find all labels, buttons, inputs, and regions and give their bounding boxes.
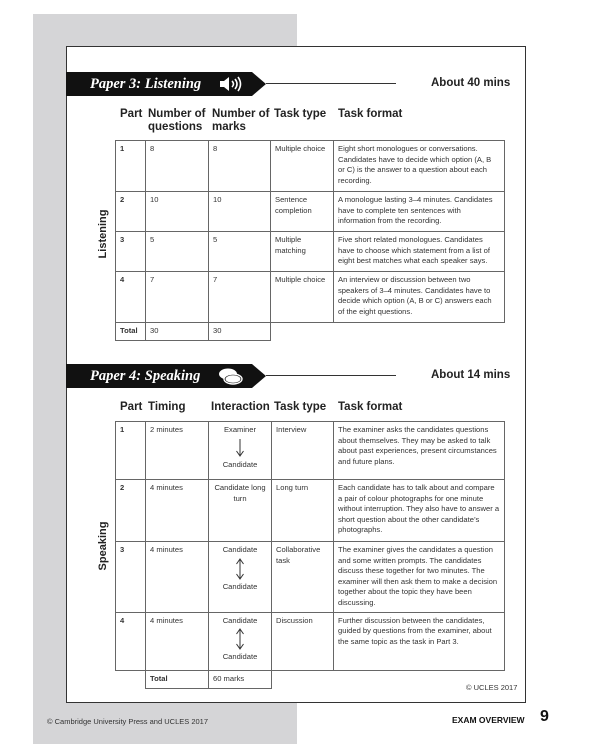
task-format-cell: Further discussion between the candidates, guided by questions from the examiner, about the same topic as the task in Part 3. xyxy=(334,612,505,670)
part-cell: 1 xyxy=(116,422,146,480)
listening-title-text: Paper 3: Listening xyxy=(90,76,202,92)
table-row xyxy=(116,542,505,613)
task-type-cell: Sentence completion xyxy=(271,192,334,232)
speaking-table xyxy=(115,421,505,689)
interaction-cell xyxy=(209,542,272,613)
part-cell: 4 xyxy=(116,612,146,670)
speaking-header-task-format: Task format xyxy=(338,401,403,413)
table-row xyxy=(116,192,505,232)
task-format-cell: The examiner gives the candidates a question and some written prompts. The candidates discuss these together for two minutes. The examiner will then ask them to make a decision together about the topic they have been discussing. xyxy=(334,542,505,613)
part-cell: 2 xyxy=(116,480,146,542)
interaction-cell: Candidate long turn xyxy=(209,480,272,542)
listening-header-task-format: Task format xyxy=(338,108,403,120)
speaking-side-label: Speaking xyxy=(97,521,109,571)
listening-table xyxy=(115,140,505,341)
table-row xyxy=(116,422,505,480)
footer-copyright: © Cambridge University Press and UCLES 2017 xyxy=(47,717,209,726)
total-label: Total xyxy=(146,670,209,688)
part-cell: 4 xyxy=(116,272,146,323)
task-type-cell: Multiple matching xyxy=(271,232,334,272)
total-label: Total xyxy=(116,323,146,341)
task-type-cell: Discussion xyxy=(272,612,334,670)
speaking-banner-rule xyxy=(266,375,396,376)
speaking-header-timing: Timing xyxy=(148,401,186,413)
total-marks: 30 xyxy=(209,323,271,341)
task-format-cell: An interview or discussion between two speakers of 3–4 minutes. Candidates have to decide which option (A, B or C) answers each of the eight questions. xyxy=(334,272,505,323)
inner-copyright: © UCLES 2017 xyxy=(466,683,518,692)
task-format-cell: A monologue lasting 3–4 minutes. Candidates have to complete ten sentences with information from the recording. xyxy=(334,192,505,232)
interaction-cell xyxy=(209,612,272,670)
marks-cell: 10 xyxy=(209,192,271,232)
arrow-up-down-icon xyxy=(235,628,245,650)
page-number: 9 xyxy=(540,708,549,725)
timing-cell: 4 minutes xyxy=(146,480,209,542)
task-type-cell: Collaborative task xyxy=(272,542,334,613)
interaction-top: Candidate xyxy=(222,545,258,554)
questions-cell: 5 xyxy=(146,232,209,272)
interaction-top: Candidate xyxy=(222,615,258,625)
arrow-down-icon xyxy=(235,438,245,458)
speaking-duration: About 14 mins xyxy=(431,369,511,381)
interaction-bottom: Candidate xyxy=(222,459,258,469)
listening-banner-tip xyxy=(252,72,266,96)
speaking-header-interaction: Interaction xyxy=(211,401,270,413)
marks-cell: 5 xyxy=(209,232,271,272)
interaction-bottom: Candidate xyxy=(222,652,258,662)
table-total-row xyxy=(116,323,505,341)
interaction-cell xyxy=(209,422,272,480)
arrow-up-down-icon xyxy=(235,558,245,580)
questions-cell: 8 xyxy=(146,141,209,192)
speaking-header-task-type: Task type xyxy=(274,401,327,413)
task-format-cell: The examiner asks the candidates questions about themselves. They may be asked to talk about past experiences, present circumstances and future plans. xyxy=(334,422,505,480)
footer-section: EXAM OVERVIEW xyxy=(452,715,525,725)
total-marks: 60 marks xyxy=(209,670,272,688)
part-cell: 2 xyxy=(116,192,146,232)
total-questions: 30 xyxy=(146,323,209,341)
timing-cell: 2 minutes xyxy=(146,422,209,480)
listening-banner-rule xyxy=(266,83,396,84)
marks-cell: 8 xyxy=(209,141,271,192)
part-cell: 1 xyxy=(116,141,146,192)
table-row xyxy=(116,232,505,272)
questions-cell: 7 xyxy=(146,272,209,323)
speaking-banner-tip xyxy=(252,364,266,388)
speaking-title-text: Paper 4: Speaking xyxy=(90,368,201,384)
part-cell: 3 xyxy=(116,232,146,272)
listening-side-label: Listening xyxy=(97,209,109,259)
listening-header-task-type: Task type xyxy=(274,108,327,120)
task-type-cell: Multiple choice xyxy=(271,272,334,323)
interaction-bottom: Candidate xyxy=(222,581,258,591)
table-total-row xyxy=(116,670,505,688)
questions-cell: 10 xyxy=(146,192,209,232)
listening-header-part: Part xyxy=(120,108,143,120)
table-row xyxy=(116,480,505,542)
task-format-cell: Eight short monologues or conversations. Candidates have to decide which option (A, B or C) is the answer to a question about each recording. xyxy=(334,141,505,192)
task-type-cell: Long turn xyxy=(272,480,334,542)
speaker-icon xyxy=(218,76,244,92)
marks-cell: 7 xyxy=(209,272,271,323)
timing-cell: 4 minutes xyxy=(146,542,209,613)
part-cell: 3 xyxy=(116,542,146,613)
table-row xyxy=(116,612,505,670)
listening-header-questions: Number of questions xyxy=(148,108,206,133)
table-row xyxy=(116,272,505,323)
task-type-cell: Interview xyxy=(272,422,334,480)
task-type-cell: Multiple choice xyxy=(271,141,334,192)
task-format-cell: Each candidate has to talk about and compare a pair of colour photographs for one minute without interruption. They also have to answer a short question about the other candidate’s photographs. xyxy=(334,480,505,542)
timing-cell: 4 minutes xyxy=(146,612,209,670)
interaction-top: Examiner xyxy=(223,425,257,434)
speaking-header-part: Part xyxy=(120,401,143,413)
task-format-cell: Five short related monologues. Candidates have to choose which statement from a list of eight best matches what each speaker says. xyxy=(334,232,505,272)
listening-header-marks: Number of marks xyxy=(212,108,270,133)
speech-bubbles-icon xyxy=(218,367,244,385)
listening-duration: About 40 mins xyxy=(431,77,511,89)
table-row xyxy=(116,141,505,192)
